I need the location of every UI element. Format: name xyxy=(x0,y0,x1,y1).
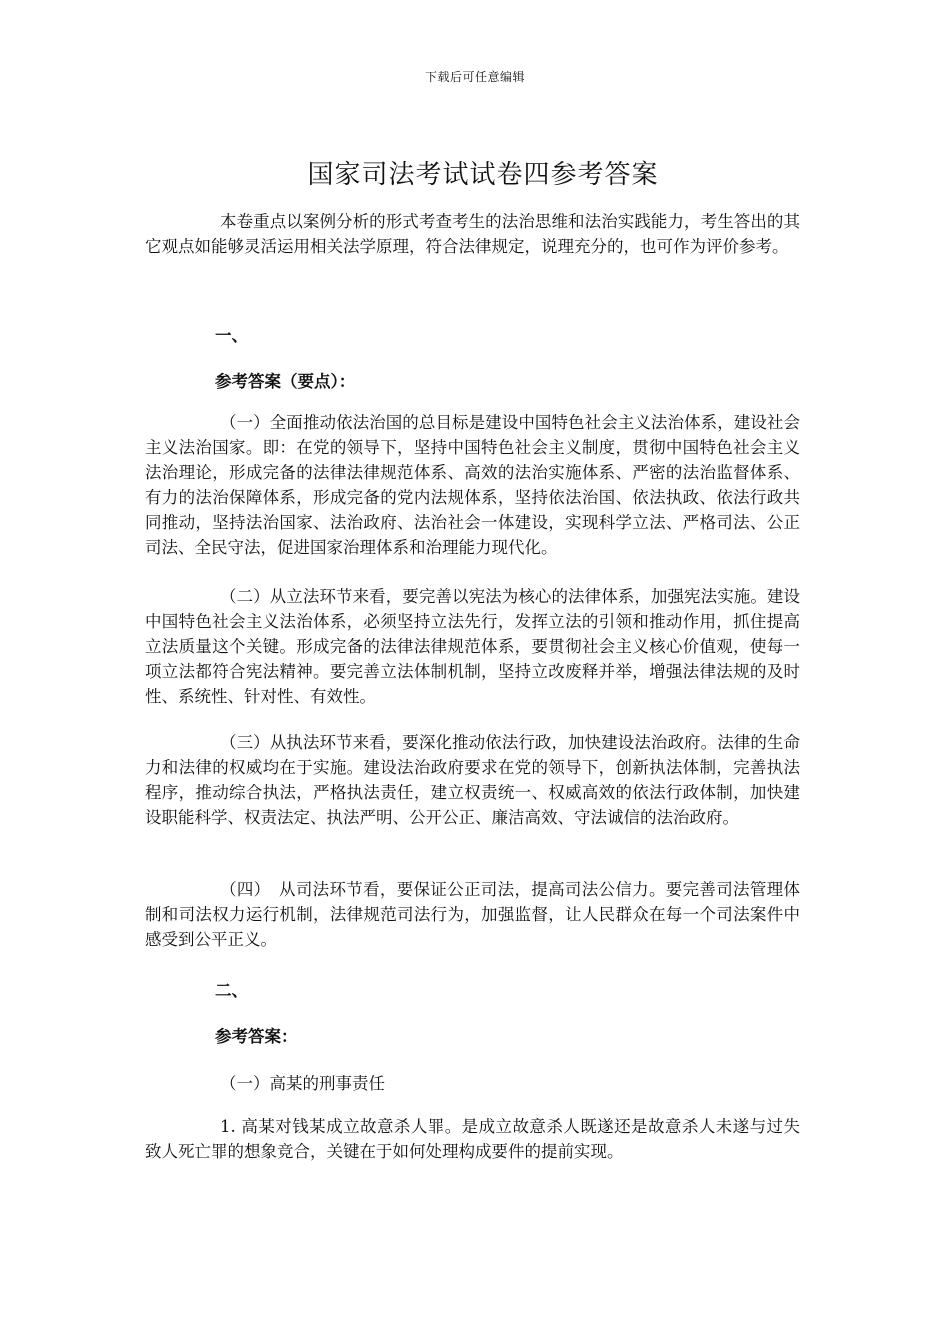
section-1-point-4: （四） 从司法环节看，要保证公正司法，提高司法公信力。要完善司法管理体制和司法权力运行机制，法律规范司法行为，加强监督，让人民群众在每一个司法案件中感受到公平正义。 xyxy=(145,880,800,949)
section-1-point-3: （三）从执法环节来看，要深化推动依法行政，加快建设法治政府。法律的生命力和法律的权威均在于实施。建设法治政府要求在党的领导下，创新执法体制，完善执法程序，推动综合执法，严格执法责任，建立权责统一、权威高效的依法行政体制，加快建设职能科学、权责法定、执法严明、公开公正、廉洁高效、守法诚信的法治政府。 xyxy=(145,733,800,827)
section-2-answer-heading: 参考答案： xyxy=(215,1027,298,1046)
document-title: 国家司法考试试卷四参考答案 xyxy=(307,160,659,190)
section-2-item-1: 1. 高某对钱某成立故意杀人罪。是成立故意杀人既遂还是故意杀人未遂与过失致人死亡罪的想象竞合，关键在于如何处理构成要件的提前实现。 xyxy=(145,1117,800,1161)
header-note: 下载后可任意编辑 xyxy=(424,70,525,84)
section-2-number: 二、 xyxy=(215,981,248,1000)
section-1-point-1: （一）全面推动依法治国的总目标是建设中国特色社会主义法治体系，建设社会主义法治国家。即：在党的领导下，坚持中国特色社会主义制度，贯彻中国特色社会主义法治理论，形成完备的法律法律规范体系、高效的法治实施体系、严密的法治监督体系、有力的法治保障体系，形成完备的党内法规体系，坚持依法治国、依法执政、依法行政共同推动，坚持法治国家、法治政府、法治社会一体建设，实现科学立法、严格司法、公正司法、全民守法，促进国家治理体系和治理能力现代化。 xyxy=(145,413,800,557)
section-1-number: 一、 xyxy=(215,326,248,345)
section-2-subheading: （一）高某的刑事责任 xyxy=(220,1074,385,1093)
intro-paragraph: 本卷重点以案例分析的形式考查考生的法治思维和法治实践能力，考生答出的其它观点如能够灵活运用相关法学原理，符合法律规定，说理充分的，也可作为评价参考。 xyxy=(145,212,800,256)
section-1-point-2: （二）从立法环节来看，要完善以宪法为核心的法律体系，加强宪法实施。建设中国特色社会主义法治体系，必须坚持立法先行，发挥立法的引领和推动作用，抓住提高立法质量这个关键。形成完备的法律法律规范体系，要贯彻社会主义核心价值观，使每一项立法都符合宪法精神。要完善立法体制机制，坚持立改废释并举，增强法律法规的及时性、系统性、针对性、有效性。 xyxy=(145,587,800,706)
section-1-answer-heading: 参考答案（要点）： xyxy=(215,372,356,391)
